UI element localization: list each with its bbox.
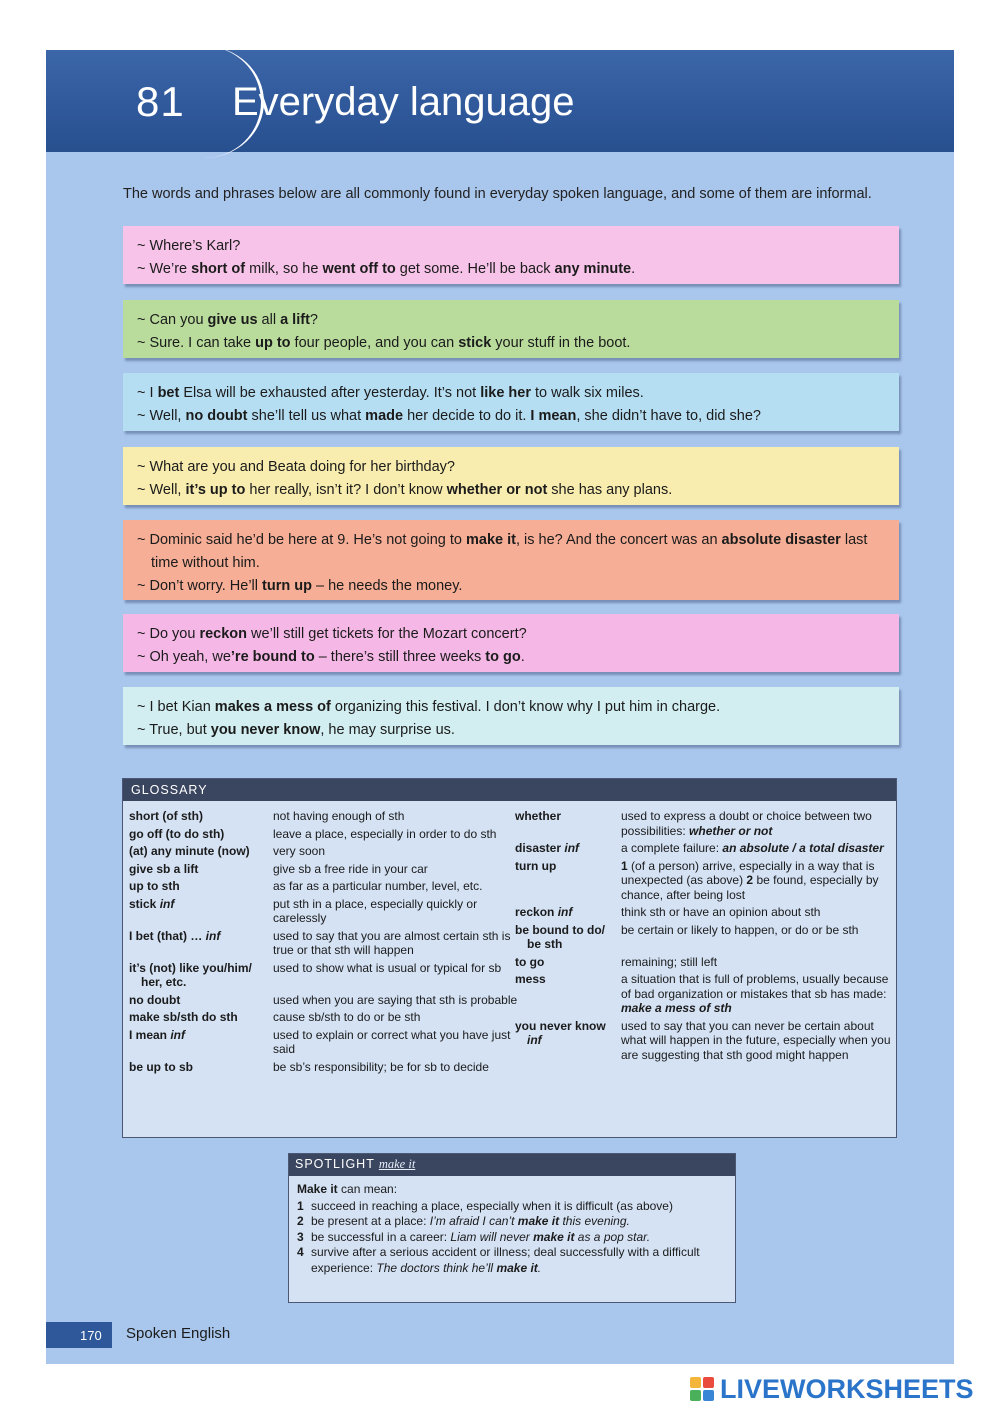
text-run: give sb a free ride in your car — [273, 861, 428, 876]
text-run: ? — [309, 312, 318, 328]
spotlight-item — [297, 1199, 727, 1215]
text-run: inf — [561, 841, 580, 855]
spotlight-box — [288, 1153, 736, 1303]
logo-tile — [690, 1377, 701, 1388]
glossary-definition — [273, 897, 519, 926]
worksheet-page — [46, 50, 954, 1364]
glossary-term — [515, 955, 621, 970]
text-run: your stuff in the boot. — [491, 335, 631, 351]
liveworksheets-watermark — [690, 1374, 974, 1404]
text-run: up to — [255, 335, 291, 351]
glossary-box — [122, 778, 897, 1138]
watermark-text: LIVEWORKSHEETS — [720, 1373, 974, 1404]
glossary-term — [129, 897, 273, 926]
dialogue-box — [123, 687, 899, 745]
glossary-entry — [515, 841, 893, 856]
glossary-entry — [129, 961, 519, 990]
glossary-term — [129, 809, 273, 824]
text-run: she’ll tell us what — [247, 408, 366, 424]
spotlight-item-number: 2 — [297, 1214, 304, 1228]
text-run: be sb’s responsibility; be for sb to decide — [273, 1059, 489, 1074]
spotlight-item-text — [311, 1199, 673, 1215]
glossary-term — [515, 905, 621, 920]
glossary-left-column — [129, 809, 519, 1077]
text-run: reckon — [199, 626, 248, 642]
dialogue-line — [137, 696, 885, 719]
spotlight-items — [297, 1199, 727, 1277]
dialogue-box — [123, 226, 899, 284]
text-run: this evening. — [559, 1214, 630, 1228]
glossary-definition — [273, 862, 519, 877]
text-run: ’re bound to — [230, 649, 315, 665]
text-run: be found, especially by chance, after being lost — [621, 873, 879, 902]
glossary-definition — [621, 809, 893, 838]
text-run: like her — [480, 385, 531, 401]
text-run: 2 — [746, 873, 754, 887]
text-run: reckon — [515, 905, 555, 919]
text-run: ~ What are you and Beata doing for her birthday? — [137, 459, 455, 475]
text-run: used to say that you are almost certain sth is true or that sth will happen — [273, 928, 511, 957]
text-run: give sb a lift — [129, 861, 199, 876]
glossary-entry — [515, 955, 893, 970]
spotlight-item-text — [311, 1214, 630, 1230]
spotlight-heading — [289, 1154, 735, 1176]
glossary-term — [515, 1019, 621, 1063]
glossary-term — [515, 859, 621, 903]
glossary-definition — [273, 1010, 519, 1025]
glossary-entry — [129, 862, 519, 877]
glossary-entry — [129, 827, 519, 842]
text-run: make it — [496, 1260, 538, 1275]
text-run: Liam will never — [450, 1229, 534, 1244]
text-run: organizing this festival. I don’t know why I put him in charge. — [330, 699, 721, 715]
text-run: succeed in reaching a place, especially when it is difficult (as above) — [311, 1198, 673, 1213]
glossary-entry — [515, 1019, 893, 1063]
text-run: absolute disaster — [721, 532, 841, 548]
text-run: Elsa will be exhausted after yesterday. It’s not — [179, 385, 481, 401]
text-run: . — [631, 261, 636, 277]
text-run: no doubt — [185, 408, 248, 424]
dialogue-line — [137, 529, 885, 575]
logo-tile — [690, 1390, 701, 1401]
spotlight-intro-term: Make it — [297, 1182, 338, 1196]
text-run: it’s (not) like you/him/ her, etc. — [129, 960, 252, 989]
glossary-entry — [129, 809, 519, 824]
text-run: a situation that is full of problems, usually because of bad organization or mistakes that sb has made: — [621, 972, 889, 1001]
text-run: all — [257, 312, 281, 328]
glossary-definition — [621, 1019, 893, 1063]
glossary-definition — [621, 905, 893, 920]
text-run: ~ We’re — [137, 261, 192, 277]
logo-tile — [703, 1390, 714, 1401]
unit-header — [46, 50, 954, 152]
dialogue-box — [123, 520, 899, 600]
text-run: whether or not — [689, 823, 773, 838]
text-run: go off (to do sth) — [129, 826, 225, 841]
text-run: ~ Well, — [137, 482, 186, 498]
glossary-term — [129, 1028, 273, 1057]
text-run: , she didn’t have to, did she? — [576, 408, 761, 424]
dialogue-box — [123, 614, 899, 672]
text-run: last time without him. — [151, 532, 868, 571]
dialogue-line — [137, 479, 885, 502]
text-run: it’s up to — [185, 482, 246, 498]
text-run: ~ Dominic said he’d be here at 9. He’s not going to — [137, 532, 467, 548]
text-run: bet — [157, 385, 180, 401]
text-run: very soon — [273, 844, 326, 858]
glossary-entry — [515, 905, 893, 920]
text-run: inf — [527, 1033, 542, 1047]
text-run: to go — [485, 649, 521, 665]
glossary-term — [129, 1010, 273, 1025]
intro-text: The words and phrases below are all commonly found in everyday spoken language, and some of them are informal. — [123, 186, 872, 202]
text-run: mess — [515, 972, 546, 986]
glossary-definition — [621, 923, 893, 952]
text-run: , he may surprise us. — [320, 722, 455, 738]
glossary-definition — [621, 841, 893, 856]
text-run: as a pop star. — [574, 1229, 651, 1244]
text-run: inf — [205, 928, 221, 943]
glossary-entry — [129, 1028, 519, 1057]
glossary-term — [129, 844, 273, 859]
section-title: Spoken English — [126, 1325, 231, 1342]
text-run: ~ True, but — [137, 722, 211, 738]
text-run: I mean — [129, 1027, 168, 1042]
dialogue-line — [137, 382, 885, 405]
spotlight-item — [297, 1230, 727, 1246]
glossary-definition — [273, 929, 519, 958]
glossary-definition — [273, 1028, 519, 1057]
page-number: 170 — [46, 1322, 112, 1348]
spotlight-body — [289, 1176, 735, 1276]
text-run: used when you are saying that sth is probable — [273, 992, 518, 1007]
text-run: I’m afraid I can’t — [429, 1214, 518, 1228]
text-run: went off to — [322, 261, 396, 277]
glossary-entry — [515, 972, 893, 1016]
text-run: stick — [129, 896, 157, 911]
spotlight-intro-rest: can mean: — [337, 1182, 398, 1196]
glossary-entry — [129, 897, 519, 926]
text-run: ~ Well, — [137, 408, 186, 424]
text-run: I mean — [530, 408, 577, 424]
text-run: an absolute / a total disaster — [722, 841, 884, 855]
glossary-term — [129, 827, 273, 842]
spotlight-label: SPOTLIGHT — [295, 1157, 375, 1171]
glossary-term — [129, 929, 273, 958]
text-run: milk, so he — [245, 261, 323, 277]
dialogue-line — [137, 235, 885, 258]
glossary-term — [515, 923, 621, 952]
dialogue-line — [137, 405, 885, 428]
text-run: I bet (that) … — [129, 928, 206, 943]
text-run: used to explain or correct what you have just said — [273, 1027, 511, 1056]
spotlight-item — [297, 1245, 727, 1276]
dialogue-box — [123, 447, 899, 505]
text-run: ~ Oh yeah, we — [137, 649, 231, 665]
glossary-right-column — [515, 809, 893, 1065]
glossary-definition — [621, 859, 893, 903]
text-run: . — [520, 649, 525, 665]
dialogue-line — [137, 309, 885, 332]
glossary-entry — [515, 923, 893, 952]
glossary-definition — [621, 972, 893, 1016]
text-run: (at) any minute (now) — [129, 844, 250, 858]
glossary-term — [515, 809, 621, 838]
dialogue-box — [123, 300, 899, 358]
text-run: The doctors think he’ll — [376, 1260, 497, 1275]
spotlight-intro — [297, 1182, 727, 1198]
dialogue-line — [137, 258, 885, 281]
text-run: give us — [207, 312, 258, 328]
text-run: turn up — [262, 578, 312, 594]
glossary-definition — [273, 879, 519, 894]
text-run: think sth or have an opinion about sth — [621, 905, 821, 919]
text-run: no doubt — [129, 992, 181, 1007]
spotlight-item-number: 3 — [297, 1229, 304, 1244]
text-run: short (of sth) — [129, 809, 203, 823]
glossary-entry — [129, 1010, 519, 1025]
glossary-definition — [273, 827, 519, 842]
text-run: whether — [515, 809, 562, 823]
text-run: put sth in a place, especially quickly or carelessly — [273, 896, 478, 925]
text-run: ~ I — [137, 385, 158, 401]
glossary-definition — [273, 1060, 519, 1075]
text-run: any minute — [554, 261, 632, 277]
liveworksheets-logo-icon — [690, 1377, 714, 1401]
glossary-definition — [273, 961, 519, 990]
spotlight-item-number: 1 — [297, 1198, 304, 1213]
text-run: her decide to do it. — [403, 408, 531, 424]
text-run: ~ Where’s Karl? — [137, 238, 241, 254]
glossary-term — [129, 879, 273, 894]
text-run: used to express a doubt or choice between two possibilities: — [621, 809, 872, 838]
unit-number: 81 — [136, 78, 185, 125]
text-run: makes a mess of — [214, 699, 331, 715]
text-run: 1 — [621, 858, 628, 873]
glossary-entry — [129, 879, 519, 894]
text-run: a complete failure: — [621, 841, 723, 855]
text-run: as far as a particular number, level, etc. — [273, 879, 483, 893]
text-run: get some. He’ll be back — [395, 261, 555, 277]
dialogue-line — [137, 646, 885, 669]
text-run: inf — [167, 1027, 186, 1042]
text-run: ~ Sure. I can take — [137, 335, 256, 351]
glossary-entry — [515, 809, 893, 838]
glossary-heading: GLOSSARY — [123, 779, 896, 801]
text-run: turn up — [515, 858, 557, 873]
text-run: used to say that you can never be certain about what will happen in the future, especially when you are suggesting that sth good might happen — [621, 1018, 891, 1062]
dialogue-line — [137, 456, 885, 479]
text-run: make it — [466, 532, 516, 548]
glossary-entry — [129, 993, 519, 1008]
text-run: used to show what is usual or typical for sb — [273, 960, 502, 975]
glossary-definition — [621, 955, 893, 970]
text-run: be present at a place: — [311, 1214, 430, 1228]
text-run: inf — [554, 905, 573, 919]
text-run: make it — [517, 1214, 560, 1228]
text-run: make it — [533, 1229, 575, 1244]
text-run: you never know — [210, 722, 321, 738]
text-run: disaster — [515, 841, 562, 855]
glossary-term — [129, 1060, 273, 1075]
glossary-entry — [129, 844, 519, 859]
text-run: stick — [458, 335, 492, 351]
text-run: whether or not — [446, 482, 548, 498]
spotlight-item-text — [311, 1230, 650, 1246]
logo-tile — [703, 1377, 714, 1388]
text-run: (of a person) arrive, especially in a way that is unexpected (as above) — [621, 858, 875, 887]
text-run: – he needs the money. — [311, 578, 463, 594]
text-run: cause sb/sth to do or be sth — [273, 1010, 421, 1024]
text-run: – there’s still three weeks — [314, 649, 486, 665]
glossary-definition — [273, 993, 519, 1008]
text-run: we’ll still get tickets for the Mozart concert? — [247, 626, 527, 642]
text-run: remaining; still left — [621, 954, 718, 969]
dialogue-line — [137, 575, 885, 598]
glossary-term — [515, 972, 621, 1016]
text-run: her really, isn’t it? I don’t know — [245, 482, 447, 498]
glossary-entry — [129, 1060, 519, 1075]
text-run: not having enough of sth — [273, 809, 405, 823]
text-run: ~ Do you — [137, 626, 200, 642]
glossary-definition — [273, 844, 519, 859]
text-run: a lift — [280, 312, 310, 328]
text-run: four people, and you can — [290, 335, 459, 351]
dialogue-line — [137, 623, 885, 646]
spotlight-item — [297, 1214, 727, 1230]
text-run: inf — [156, 896, 175, 911]
glossary-term — [129, 961, 273, 990]
text-run: . — [537, 1260, 542, 1275]
text-run: be certain or likely to happen, or do or be sth — [621, 922, 859, 937]
glossary-term — [129, 993, 273, 1008]
text-run: up to sth — [129, 879, 180, 893]
spotlight-topic: make it — [378, 1157, 416, 1171]
glossary-term — [515, 841, 621, 856]
dialogue-box — [123, 373, 899, 431]
text-run: be up to sb — [129, 1059, 193, 1074]
text-run: , is he? And the concert was an — [516, 532, 722, 548]
spotlight-item-number: 4 — [297, 1245, 304, 1259]
text-run: ~ Don’t worry. He’ll — [137, 578, 263, 594]
glossary-definition — [273, 809, 519, 824]
text-run: make sb/sth do sth — [129, 1010, 238, 1024]
dialogue-line — [137, 332, 885, 355]
glossary-term — [129, 862, 273, 877]
text-run: be successful in a career: — [311, 1229, 451, 1244]
text-run: to walk six miles. — [531, 385, 644, 401]
spotlight-item-text — [311, 1245, 727, 1276]
text-run: survive after a serious accident or illness; deal successfully with a difficult experience: — [311, 1245, 700, 1275]
text-run: you never know — [515, 1018, 606, 1033]
text-run: she has any plans. — [547, 482, 673, 498]
text-run: short of — [191, 261, 246, 277]
dialogue-line — [137, 719, 885, 742]
text-run: make a mess of sth — [621, 1001, 732, 1015]
text-run: ~ I bet Kian — [137, 699, 215, 715]
text-run: ~ Can you — [137, 312, 208, 328]
text-run: to go — [515, 954, 545, 969]
text-run: be bound to do/ be sth — [515, 922, 605, 951]
glossary-entry — [515, 859, 893, 903]
text-run: made — [365, 408, 404, 424]
text-run: leave a place, especially in order to do sth — [273, 826, 497, 841]
glossary-entry — [129, 929, 519, 958]
unit-title: Everyday language — [232, 80, 575, 124]
